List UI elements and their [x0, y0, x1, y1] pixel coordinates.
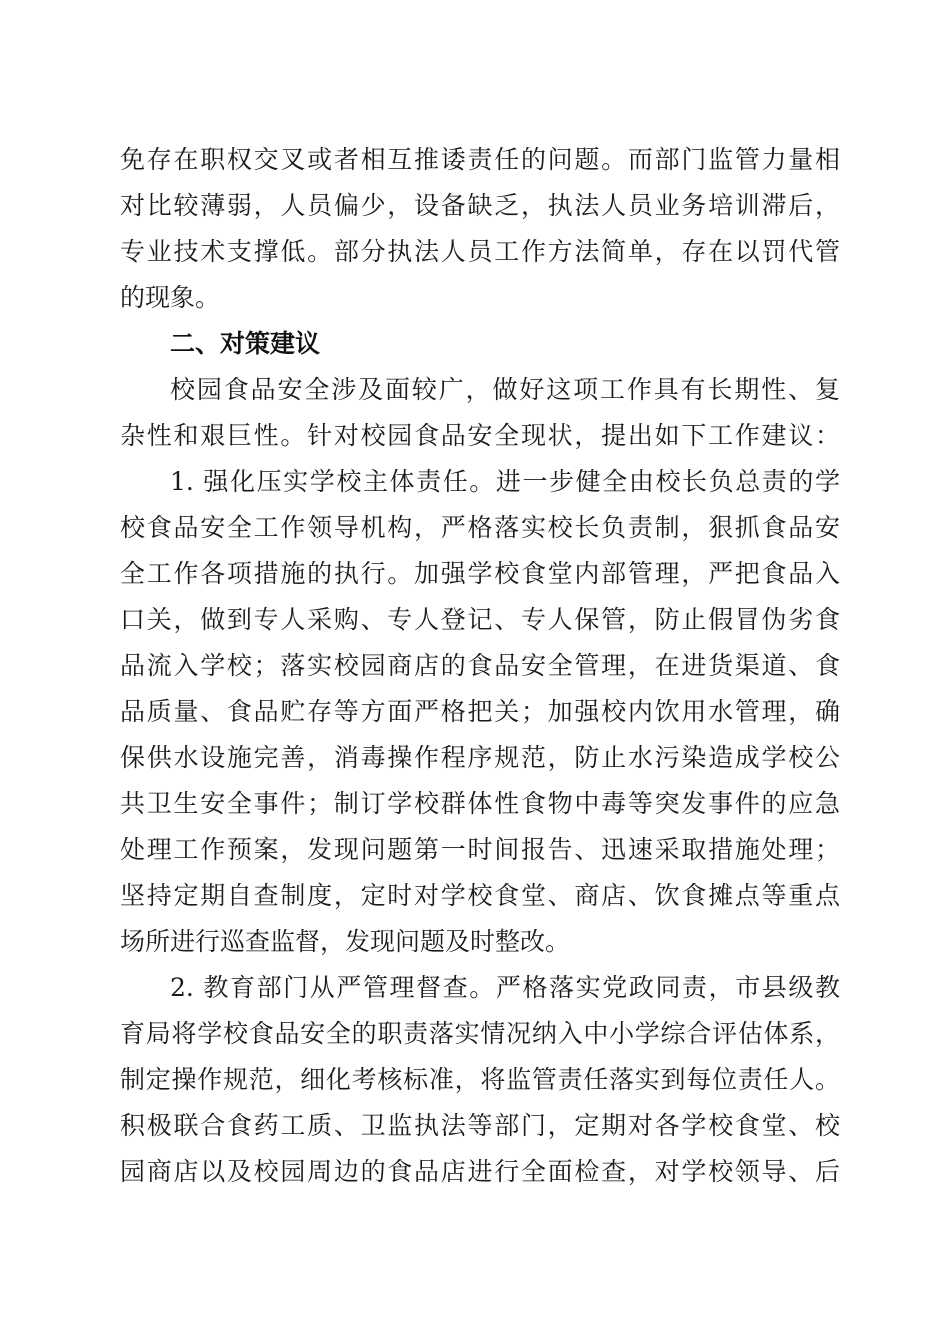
paragraph-line: 品流入学校；落实校园商店的食品安全管理，在进货渠道、食 — [120, 651, 840, 680]
paragraph-line: 的现象。 — [120, 283, 221, 312]
paragraph-line: 坚持定期自查制度，定时对学校食堂、商店、饮食摊点等重点 — [120, 881, 840, 910]
paragraph-line: 免存在职权交叉或者相互推诿责任的问题。而部门监管力量相 — [120, 145, 840, 174]
paragraph-line: 保供水设施完善，消毒操作程序规范，防止水污染造成学校公 — [120, 743, 840, 772]
paragraph-line: 1. 强化压实学校主体责任。进一步健全由校长负总责的学 — [170, 467, 840, 496]
paragraph-line: 全工作各项措施的执行。加强学校食堂内部管理，严把食品入 — [120, 559, 840, 588]
paragraph-line: 校食品安全工作领导机构，严格落实校长负责制，狠抓食品安 — [120, 513, 840, 542]
paragraph-line: 共卫生安全事件；制订学校群体性食物中毒等突发事件的应急 — [120, 789, 840, 818]
paragraph-line: 积极联合食药工质、卫监执法等部门，定期对各学校食堂、校 — [120, 1111, 840, 1140]
paragraph-line: 育局将学校食品安全的职责落实情况纳入中小学综合评估体系， — [120, 1019, 840, 1048]
section-heading: 二、对策建议 — [170, 329, 321, 358]
paragraph-line: 专业技术支撑低。部分执法人员工作方法简单，存在以罚代管 — [120, 237, 840, 266]
paragraph-line: 口关，做到专人采购、专人登记、专人保管，防止假冒伪劣食 — [120, 605, 840, 634]
paragraph-line: 制定操作规范，细化考核标准，将监管责任落实到每位责任人。 — [120, 1065, 840, 1094]
paragraph-line: 品质量、食品贮存等方面严格把关；加强校内饮用水管理，确 — [120, 697, 840, 726]
paragraph-line: 2. 教育部门从严管理督查。严格落实党政同责，市县级教 — [170, 973, 840, 1002]
paragraph-line: 校园食品安全涉及面较广，做好这项工作具有长期性、复 — [170, 375, 840, 404]
paragraph-line: 园商店以及校园周边的食品店进行全面检查，对学校领导、后 — [120, 1157, 840, 1186]
paragraph-line: 处理工作预案，发现问题第一时间报告、迅速采取措施处理； — [120, 835, 840, 864]
paragraph-line: 场所进行巡查监督，发现问题及时整改。 — [120, 927, 571, 956]
paragraph-line: 杂性和艰巨性。针对校园食品安全现状，提出如下工作建议： — [120, 421, 840, 450]
paragraph-line: 对比较薄弱，人员偏少，设备缺乏，执法人员业务培训滞后， — [120, 191, 840, 220]
